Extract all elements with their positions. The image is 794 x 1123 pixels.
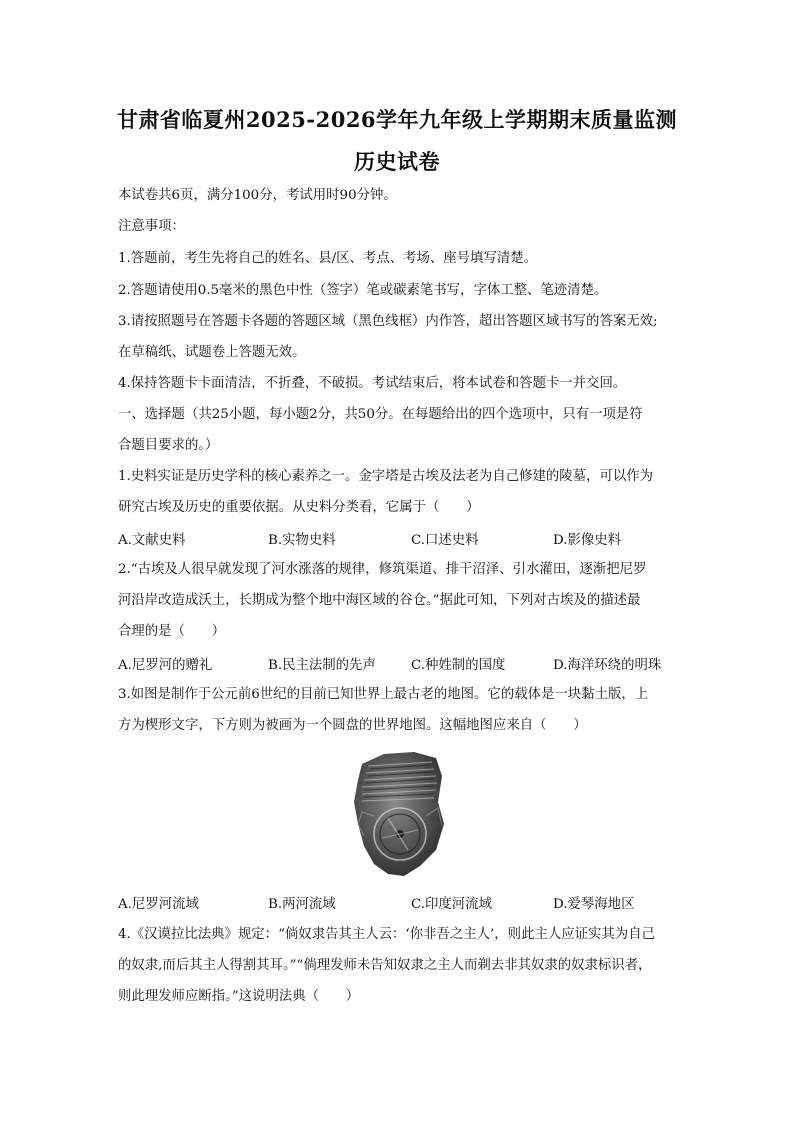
notice-item: 1.答题前，考生先将自己的姓名、县/区、考点、考场、座号填写清楚。 xyxy=(118,251,538,266)
notice-item: 4.保持答题卡卡面清洁，不折叠，不破损。考试结束后，将本试卷和答题卡一并交回。 xyxy=(118,376,627,391)
option-c: C.印度河流域 xyxy=(411,897,492,912)
question-4-text: 4.《汉谟拉比法典》规定：“倘奴隶告其主人云：‘你非吾之主人’，则此主人应证实其为自己 xyxy=(118,927,655,942)
option-b: B.实物史料 xyxy=(268,533,336,548)
notice-item: 在草稿纸、试题卷上答题无效。 xyxy=(118,345,306,360)
option-d: D.影像史料 xyxy=(553,533,622,548)
option-b: B.两河流域 xyxy=(268,897,336,912)
notice-heading: 注意事项： xyxy=(118,219,185,234)
notice-item: 2.答题请使用0.5毫米的黑色中性（签字）笔或碳素笔书写，字体工整、笔迹清楚。 xyxy=(118,283,608,298)
option-d: D.爱琴海地区 xyxy=(553,897,635,912)
option-c: C.种姓制的国度 xyxy=(411,658,506,673)
question-3-text: 方为楔形文字，下方则为被画为一个圆盘的世界地图。这幅地图应来自（ ） xyxy=(118,718,587,733)
option-c: C.口述史料 xyxy=(411,533,479,548)
option-a: A.尼罗河的赠礼 xyxy=(118,658,213,673)
option-a: A.尼罗河流域 xyxy=(118,897,199,912)
question-4-text: 则此理发师应断指。”这说明法典（ ） xyxy=(118,989,360,1004)
section-heading: 一、选择题（共25小题，每小题2分，共50分。在每题给出的四个选项中，只有一项是符 xyxy=(118,407,643,422)
notice-item: 3.请按照题号在答题卡各题的答题区域（黑色线框）内作答，超出答题区域书写的答案无效; xyxy=(118,314,658,329)
question-2-options xyxy=(118,654,678,674)
question-2-text: 河沿岸改造成沃土，长期成为整个地中海区域的谷仓。”据此可知，下列对古埃及的描述最 xyxy=(118,593,641,608)
clay-tablet-map-image xyxy=(344,746,454,881)
question-3-text: 3.如图是制作于公元前6世纪的目前已知世界上最古老的地图。它的载体是一块黏土版，上 xyxy=(118,687,649,702)
section-heading-cont: 合题目要求的。） xyxy=(118,438,219,453)
exam-subject-title: 历史试卷 xyxy=(354,149,440,174)
question-1-text: 研究古埃及历史的重要依据。从史料分类看，它属于（ ） xyxy=(118,500,480,515)
option-b: B.民主法制的先声 xyxy=(268,658,376,673)
option-a: A.文献史料 xyxy=(118,533,186,548)
question-4-text: 的奴隶,而后其主人得割其耳。”“倘理发师未告知奴隶之主人而剃去非其奴隶的奴隶标识者， xyxy=(118,958,652,973)
question-1-options xyxy=(118,529,678,549)
question-2-text: 合理的是（ ） xyxy=(118,624,226,639)
question-2-text: 2.“古埃及人很早就发现了河水涨落的规律，修筑渠道、排干沼泽、引水灌田，逐渐把尼罗 xyxy=(118,562,647,577)
option-d: D.海洋环绕的明珠 xyxy=(553,658,662,673)
exam-title: 甘肃省临夏州2025-2026学年九年级上学期期末质量监测 xyxy=(116,107,678,132)
question-3-options xyxy=(118,893,678,913)
exam-summary: 本试卷共6页，满分100分，考试用时90分钟。 xyxy=(118,188,397,203)
question-1-text: 1.史料实证是历史学科的核心素养之一。金字塔是古埃及法老为自己修建的陵墓，可以作为 xyxy=(118,469,654,484)
